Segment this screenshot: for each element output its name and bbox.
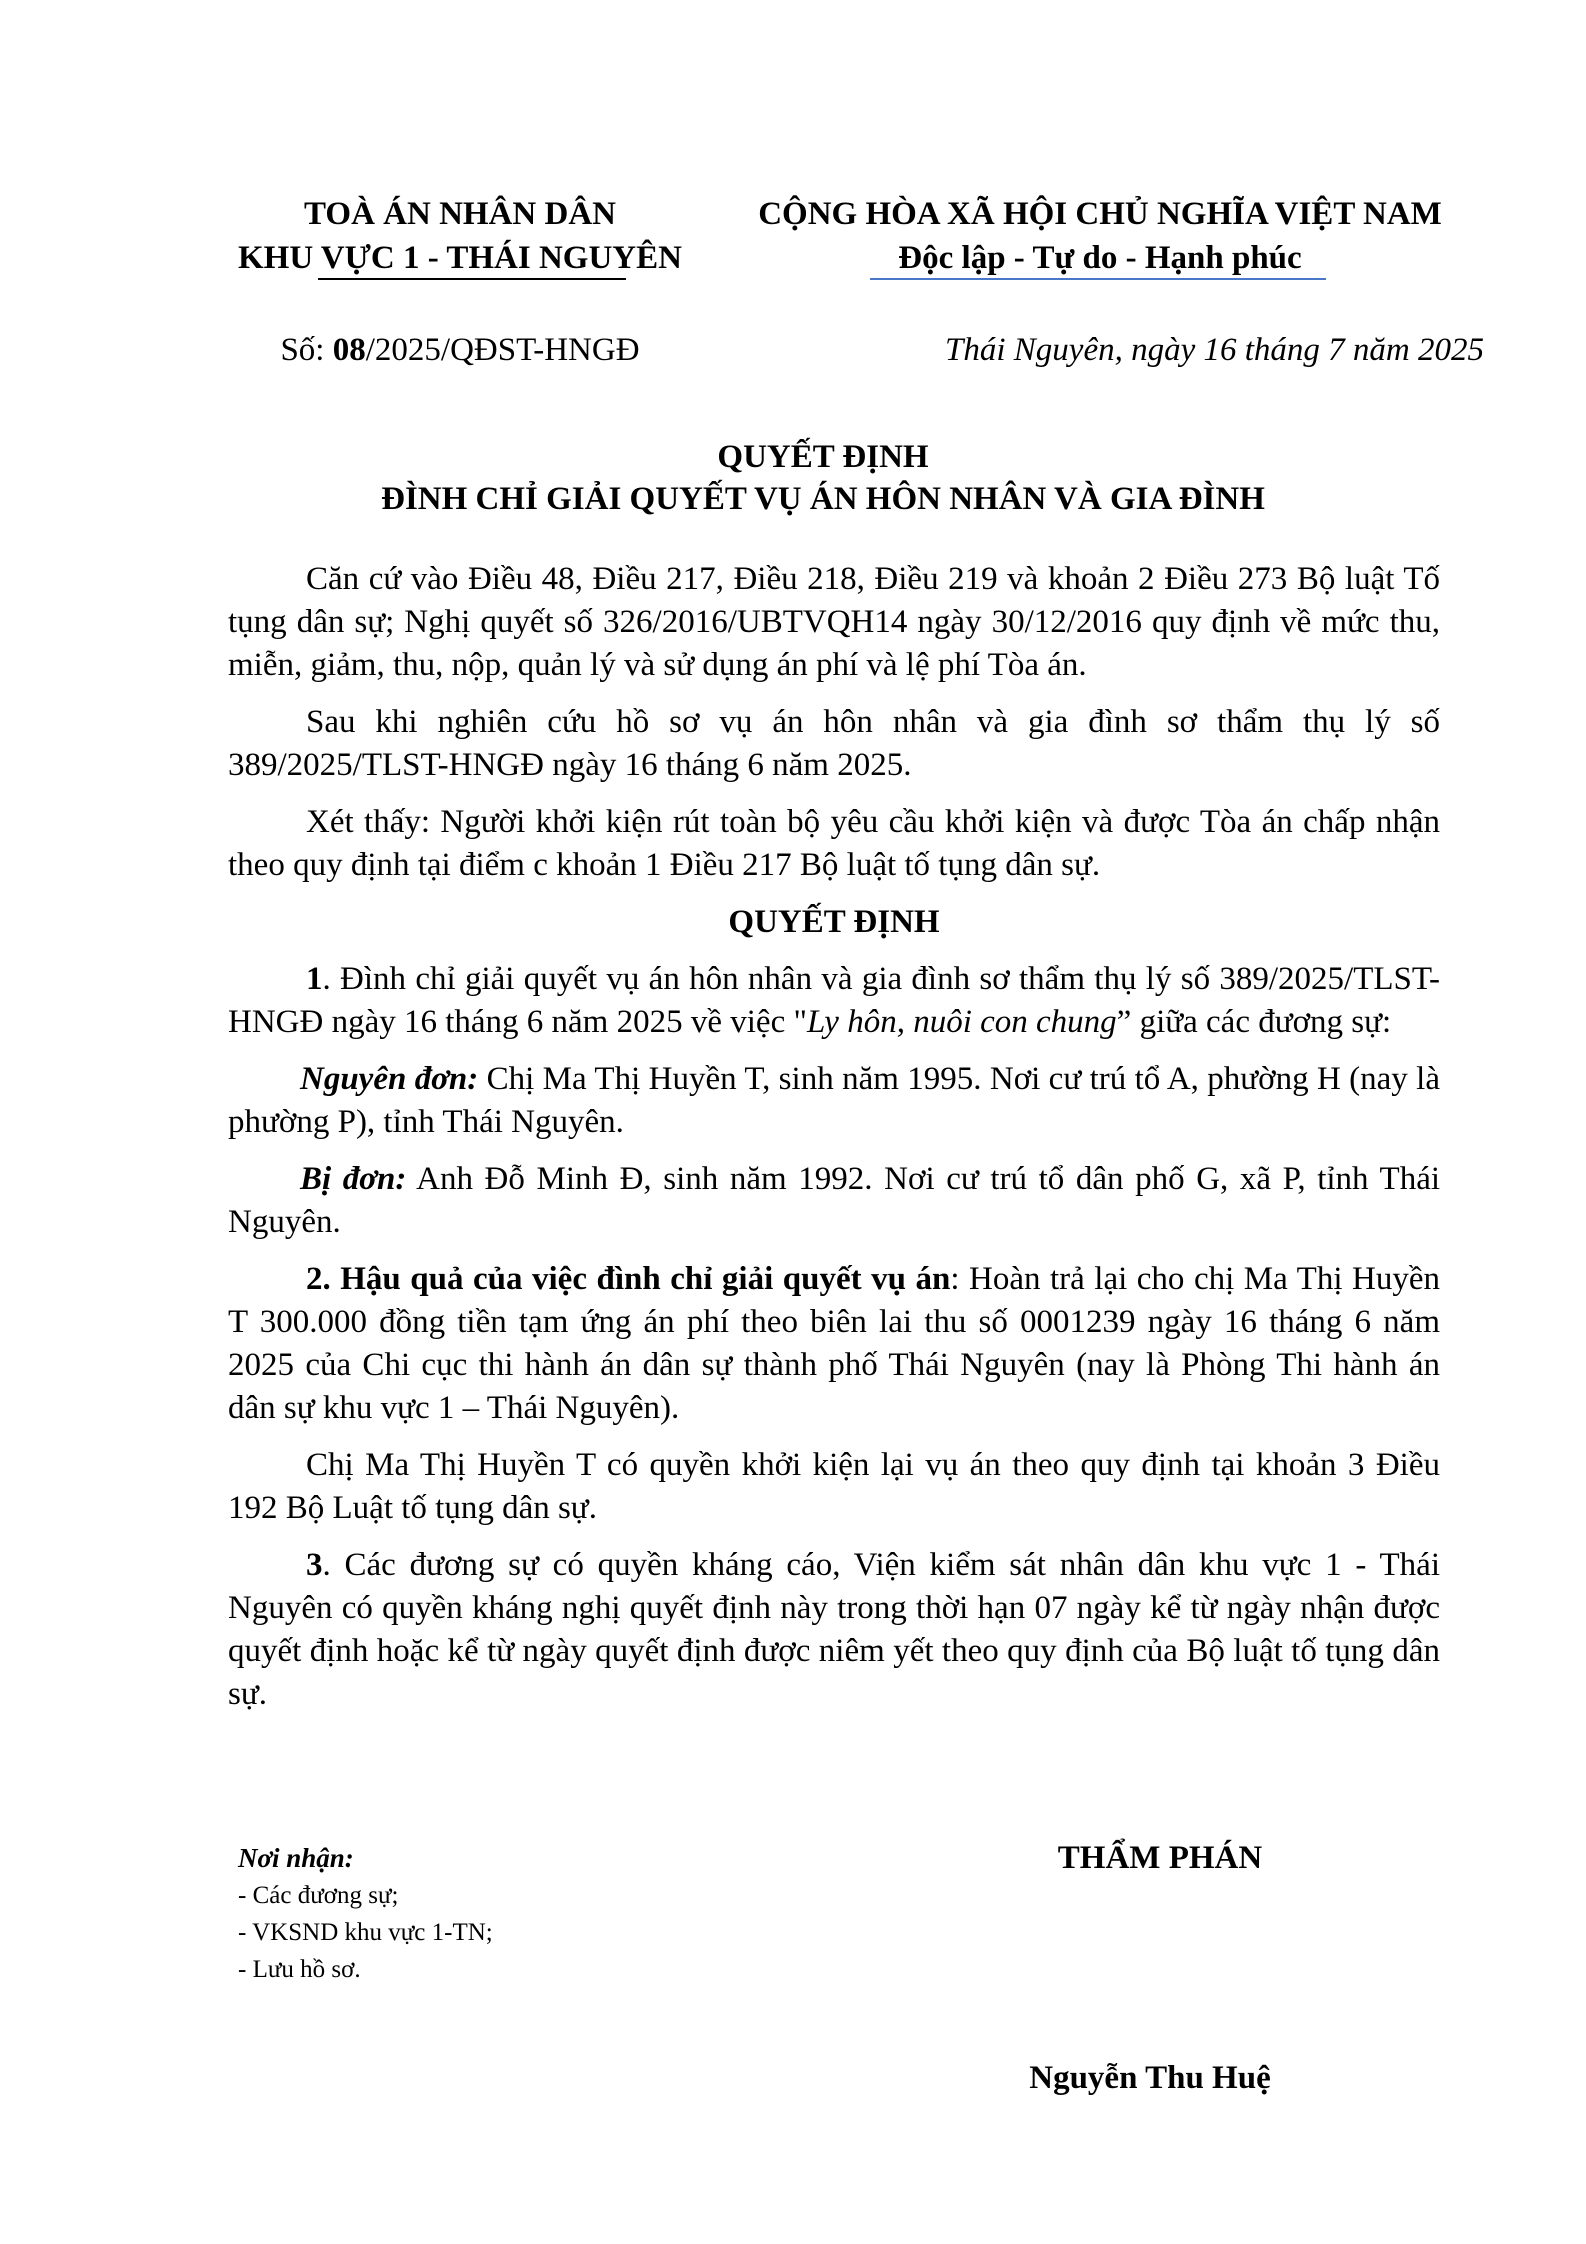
recipients-heading-colon: : <box>344 1843 354 1873</box>
recipients-block <box>238 1840 838 1988</box>
recipient-item: - Các đương sự; <box>238 1882 399 1909</box>
document-number-prefix: Số: <box>280 332 333 368</box>
document-date: Thái Nguyên, ngày 16 tháng 7 năm 2025 <box>945 332 1484 368</box>
decision-heading: QUYẾT ĐỊNH <box>728 904 940 940</box>
preamble-consideration: Xét thấy: Người khởi kiện rút toàn bộ yêu cầu khởi kiện và được Tòa án chấp nhận theo quy định tại điểm c khoản 1 Điều 217 Bộ luật tố tụng dân sự. <box>228 804 1440 883</box>
preamble-case-review: Sau khi nghiên cứu hồ sơ vụ án hôn nhân và gia đình sơ thẩm thụ lý số 389/2025/TLST-HNGĐ ngày 16 tháng 6 năm 2025. <box>228 704 1440 783</box>
plaintiff-label: Nguyên đơn: <box>300 1061 479 1097</box>
preamble-legal-basis: Căn cứ vào Điều 48, Điều 217, Điều 218, Điều 219 và khoản 2 Điều 273 Bộ luật Tố tụng dân sự; Nghị quyết số 326/2016/UBTVQH14 ngày 30/12/2016 quy định về mức thu, miễn, giảm, thu, nộp, quản lý và sử dụng án phí và lệ phí Tòa án. <box>228 561 1440 683</box>
court-header <box>200 192 720 280</box>
item-3-number: 3 <box>306 1547 323 1583</box>
court-name: TOÀ ÁN NHÂN DÂN <box>304 196 616 232</box>
court-region: KHU VỰC 1 - THÁI NGUYÊN <box>237 240 682 276</box>
recipient-item: - Lưu hồ sơ. <box>238 1956 361 1983</box>
nation-motto: Độc lập - Tự do - Hạnh phúc <box>898 240 1302 276</box>
nation-name: CỘNG HÒA XÃ HỘI CHỦ NGHĨA VIỆT NAM <box>758 196 1442 232</box>
document-number <box>200 328 720 372</box>
document-body <box>228 558 1440 1730</box>
defendant-info: Anh Đỗ Minh Đ, sinh năm 1992. Nơi cư trú tổ dân phố G, xã P, tỉnh Thái Nguyên. <box>228 1161 1441 1240</box>
item-1-text-end: ” giữa các đương sự: <box>1116 1004 1392 1040</box>
signature-name: Nguyễn Thu Huệ <box>1029 2060 1271 2096</box>
recipients-heading <box>238 1840 838 1877</box>
recipients-heading-text: Nơi nhận <box>238 1843 345 1873</box>
signature-title: THẨM PHÁN <box>1057 1840 1263 1876</box>
defendant-paragraph <box>228 1158 1440 1244</box>
item-3-text: . Các đương sự có quyền kháng cáo, Viện kiểm sát nhân dân khu vực 1 - Thái Nguyên có quyền kháng nghị quyết định này trong thời hạn 07 ngày kể từ ngày nhận được quyết định hoặc kể từ ngày quyết định được niêm yết theo quy định của Bộ luật tố tụng dân sự. <box>228 1547 1440 1712</box>
nation-header <box>720 192 1480 280</box>
item-2-note: Chị Ma Thị Huyền T có quyền khởi kiện lại vụ án theo quy định tại khoản 3 Điều 192 Bộ Luật tố tụng dân sự. <box>228 1447 1440 1526</box>
title-subject: ĐÌNH CHỈ GIẢI QUYẾT VỤ ÁN HÔN NHÂN VÀ GIA ĐÌNH <box>381 481 1265 517</box>
document-number-value: 08 <box>332 332 366 368</box>
recipient-item: - VKSND khu vực 1-TN; <box>238 1919 493 1946</box>
title-decision: QUYẾT ĐỊNH <box>717 439 929 475</box>
decision-item-1 <box>228 958 1440 1044</box>
court-header-underline <box>318 278 626 280</box>
nation-motto-underline <box>870 278 1326 280</box>
item-2-label: 2. Hậu quả của việc đình chỉ giải quyết vụ án <box>306 1261 951 1297</box>
item-2-text: : Hoàn trả lại cho chị Ma Thị Huyền T 300.000 đồng tiền tạm ứng án phí theo biên lai thu số 0001239 ngày 16 tháng 6 năm 2025 của Chi cục thi hành án dân sự thành phố Thái Nguyên (nay là Phòng Thi hành án dân sự khu vực 1 – Thái Nguyên). <box>228 1261 1440 1426</box>
defendant-label: Bị đơn: <box>300 1161 407 1197</box>
plaintiff-paragraph <box>228 1058 1440 1144</box>
item-1-case-subject: Ly hôn, nuôi con chung <box>806 1004 1117 1040</box>
document-title <box>200 436 1446 520</box>
decision-item-2 <box>228 1258 1440 1430</box>
item-1-number: 1 <box>306 961 323 997</box>
document-number-suffix: /2025/QĐST-HNGĐ <box>365 332 640 368</box>
decision-item-3 <box>228 1544 1440 1716</box>
plaintiff-info: Chị Ma Thị Huyền T, sinh năm 1995. Nơi cư trú tổ A, phường H (nay là phường P), tỉnh Thái Nguyên. <box>228 1061 1440 1140</box>
item-1-text: . Đình chỉ giải quyết vụ án hôn nhân và gia đình sơ thẩm thụ lý số 389/2025/TLST-HNGĐ ngày 16 tháng 6 năm 2025 về việc " <box>228 961 1440 1040</box>
